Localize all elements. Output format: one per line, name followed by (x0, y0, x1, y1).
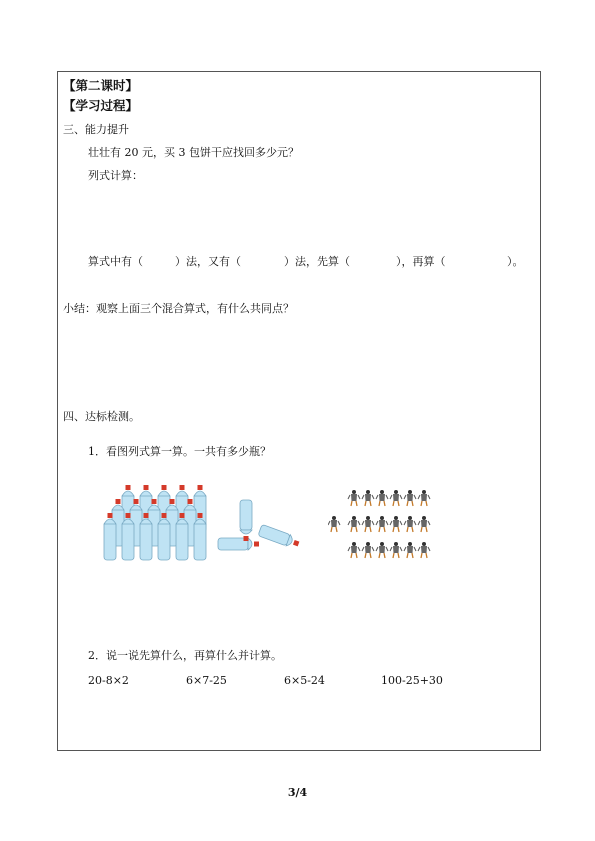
section3-problem: 壮壮有 20 元，买 3 包饼干应找回多少元？ (88, 146, 299, 159)
question-2: 2．说一说先算什么，再算什么并计算。 (88, 649, 282, 662)
bottles-illustration (100, 478, 300, 566)
fill-part-2: ）法，又有（ (175, 255, 241, 268)
expression-2: 6×7-25 (186, 674, 227, 687)
fill-part-5: ）。 (507, 255, 524, 268)
page-number: 3/4 (287, 786, 308, 799)
fill-part-3: ）法，先算（ (284, 255, 350, 268)
expression-4: 100-25+30 (381, 674, 443, 687)
section4-title: 四、达标检测。 (63, 410, 140, 423)
process-heading: 【学习过程】 (63, 98, 139, 113)
summary-text: 小结：观察上面三个混合算式，有什么共同点？ (63, 302, 294, 315)
calc-label: 列式计算： (88, 169, 143, 182)
figures-illustration (328, 486, 440, 564)
expression-3: 6×5-24 (284, 674, 325, 687)
expression-1: 20-8×2 (88, 674, 129, 687)
question-1: 1．看图列式算一算。一共有多少瓶？ (88, 445, 271, 458)
fill-part-1: 算式中有（ (88, 255, 143, 268)
fill-part-4: ），再算（ (396, 255, 446, 268)
lesson-heading: 【第二课时】 (63, 78, 139, 93)
section3-title: 三、能力提升 (63, 123, 129, 136)
